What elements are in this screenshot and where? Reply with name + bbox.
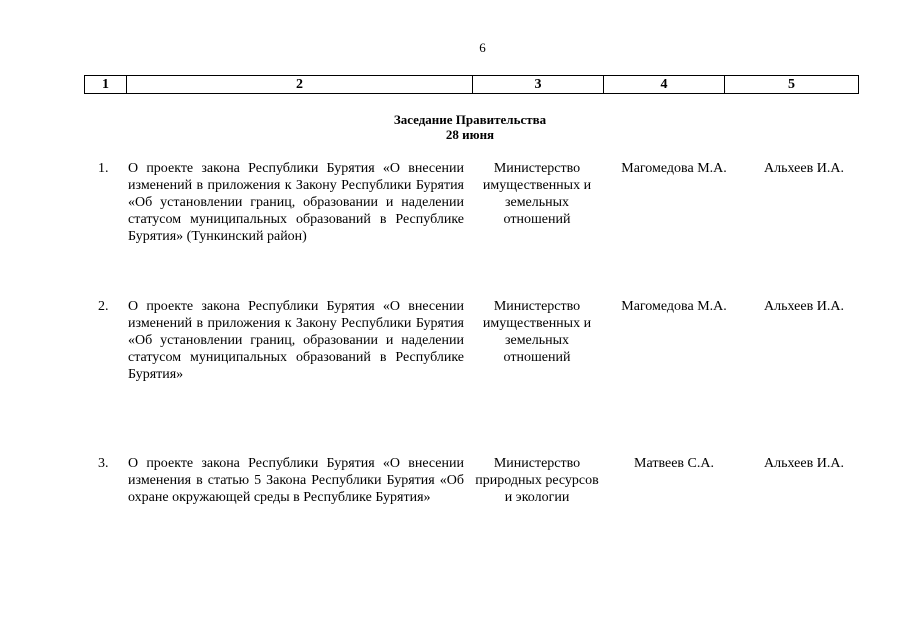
row-description: О проекте закона Республики Бурятия «О внесении изменения в статью 5 Закона Республики Бурятия «Об охране окружающей среды в Республике Бурятия»	[128, 456, 464, 505]
column-header-table	[84, 75, 859, 94]
column-header-4: 4	[604, 76, 725, 94]
row-number: 1.	[98, 161, 109, 176]
column-header-5: 5	[725, 76, 859, 94]
column-header-1: 1	[85, 76, 127, 94]
row-responsible: Матвеев С.А.	[634, 456, 714, 471]
page-number: 6	[479, 40, 486, 55]
row-department: Министерство природных ресурсов и экологии	[475, 456, 599, 505]
column-header-3: 3	[473, 76, 604, 94]
column-header-2: 2	[127, 76, 473, 94]
section-heading	[370, 112, 570, 142]
row-description: О проекте закона Республики Бурятия «О внесении изменений в приложения к Закону Республики Бурятия «Об установлении границ, образовании и наделении статусом муниципальных образований в Республике Бурятия»	[128, 299, 464, 382]
section-date: 28 июня	[445, 127, 495, 142]
row-department: Министерство имущественных и земельных отношений	[482, 161, 592, 227]
row-responsible: Магомедова М.А.	[621, 299, 727, 314]
row-number: 3.	[98, 456, 109, 471]
row-executor: Альхеев И.А.	[764, 161, 844, 176]
row-description: О проекте закона Республики Бурятия «О внесении изменений в приложения к Закону Республики Бурятия «Об установлении границ, образовании и наделении статусом муниципальных образований в Республике Бурятия» (Тункинский район)	[128, 161, 464, 244]
row-executor: Альхеев И.А.	[764, 299, 844, 314]
row-executor: Альхеев И.А.	[764, 456, 844, 471]
row-responsible: Магомедова М.А.	[621, 161, 727, 176]
row-department: Министерство имущественных и земельных отношений	[482, 299, 592, 365]
row-number: 2.	[98, 299, 109, 314]
section-title: Заседание Правительства	[393, 112, 547, 127]
column-header-row	[85, 76, 859, 94]
